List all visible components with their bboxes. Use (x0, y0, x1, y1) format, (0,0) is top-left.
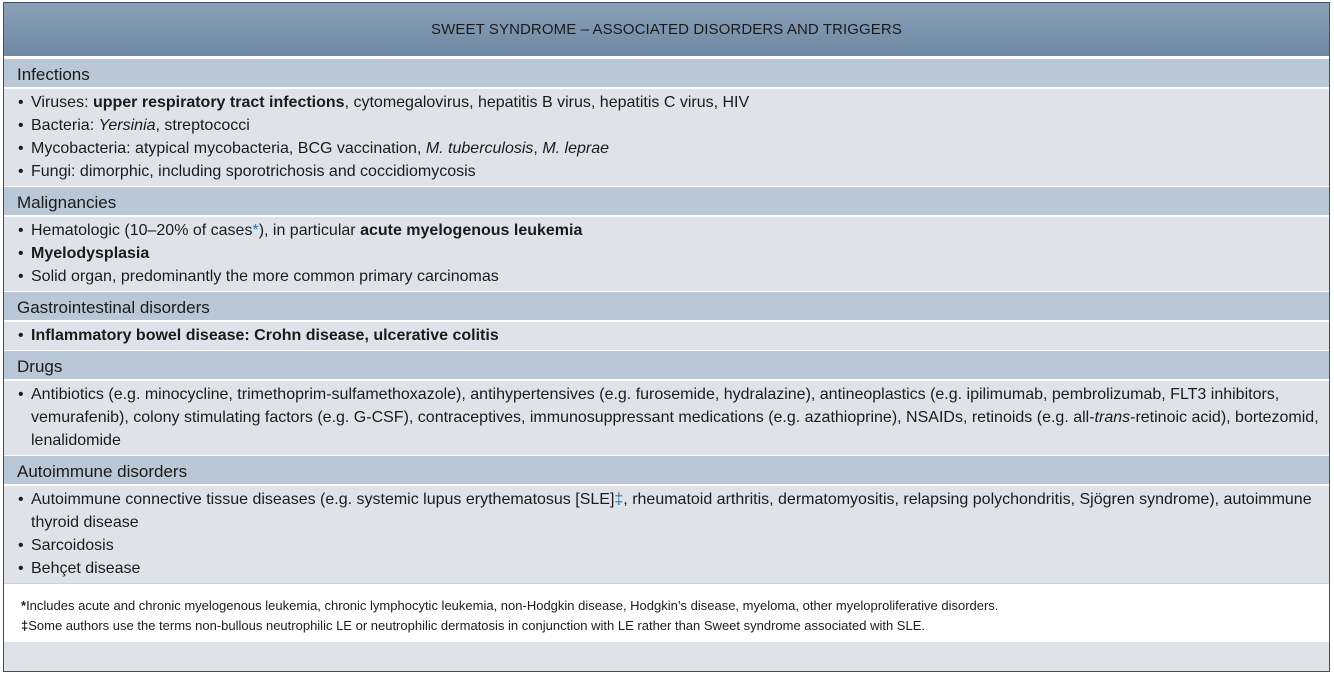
list-item (18, 160, 1323, 183)
table-sections (4, 58, 1329, 583)
list-item (18, 137, 1323, 160)
footnote (21, 596, 1323, 616)
section-body (4, 217, 1329, 291)
item-text: -retinoic acid), bortezomid, lenalidomide (31, 409, 1319, 449)
item-text: Mycobacteria: atypical mycobacteria, BCG vaccination, (31, 140, 426, 157)
item-text: Autoimmune connective tissue diseases (e.g. systemic lupus erythematosus [SLE] (31, 491, 615, 508)
list-item (18, 265, 1323, 288)
item-text: , rheumatoid arthritis, dermatomyositis, relapsing polychondritis, Sjögren syndrome), autoimmune thyroid disease (31, 491, 1312, 531)
section-heading: Autoimmune disorders (4, 455, 1329, 486)
section-heading: Gastrointestinal disorders (4, 291, 1329, 322)
list-item (18, 242, 1323, 265)
footnote-text: Includes acute and chronic myelogenous leukemia, chronic lymphocytic leukemia, non-Hodgkin disease, Hodgkin’s disease, myeloma, other myeloproliferative disorders. (26, 598, 999, 613)
item-text: Hematologic (10–20% of cases (31, 222, 253, 239)
footnote-symbol: * (21, 598, 27, 613)
bold-text: upper respiratory tract infections (92, 94, 345, 111)
footnote-text: Some authors use the terms non-bullous neutrophilic LE or neutrophilic dermatosis in conjunction with LE rather than Sweet syndrome associated with SLE. (28, 618, 925, 633)
item-text: , (533, 140, 543, 157)
section-body (4, 486, 1329, 583)
bold-text: Inflammatory bowel disease: Crohn disease, ulcerative colitis (31, 327, 499, 344)
italic-text: trans (1094, 409, 1131, 426)
item-text: ), in particular (258, 222, 361, 239)
list-item (18, 557, 1323, 580)
item-text: Behçet disease (31, 560, 141, 577)
section-body (4, 381, 1329, 455)
item-text: , streptococci (155, 117, 250, 134)
section-heading: Malignancies (4, 186, 1329, 217)
list-item (18, 91, 1323, 114)
list-item (18, 114, 1323, 137)
italic-text: M. leprae (542, 140, 610, 157)
footnote (21, 616, 1323, 636)
item-text: Bacteria: (31, 117, 99, 134)
list-item (18, 488, 1323, 534)
list-item (18, 534, 1323, 557)
item-text: , cytomegalovirus, hepatitis B virus, hepatitis C virus, HIV (344, 94, 750, 111)
item-text: Sarcoidosis (31, 537, 114, 554)
bold-text: acute myelogenous leukemia (360, 222, 583, 239)
item-text: Antibiotics (e.g. minocycline, trimethoprim-sulfamethoxazole), antihypertensives (e.g. furosemide, hydralazine), antineoplastics (e.g. ipilimumab, pembrolizumab, FLT3 inhibitors, vemurafenib), colony stimulating factors (e.g. G-CSF), contraceptives, immunosuppressant medications (e.g. azathioprine), NSAIDs, retinoids (e.g. all- (31, 386, 1280, 426)
footnotes (4, 583, 1329, 642)
list-item (18, 324, 1323, 347)
table-title: SWEET SYNDROME – ASSOCIATED DISORDERS AND TRIGGERS (4, 3, 1329, 58)
italic-text: M. tuberculosis (425, 140, 534, 157)
section-heading: Infections (4, 58, 1329, 89)
item-text: Viruses: (31, 94, 93, 111)
list-item (18, 383, 1323, 452)
item-text: Solid organ, predominantly the more common primary carcinomas (31, 268, 499, 285)
disorders-table (3, 2, 1330, 672)
section-heading: Drugs (4, 350, 1329, 381)
list-item (18, 219, 1323, 242)
bold-text: Myelodysplasia (31, 245, 150, 262)
footnote-marker: * (252, 222, 259, 239)
footnote-symbol: ‡ (21, 618, 29, 633)
section-body (4, 89, 1329, 186)
section-body (4, 322, 1329, 350)
item-text: Fungi: dimorphic, including sporotrichosis and coccidiomycosis (31, 163, 476, 180)
footnote-marker: ‡ (614, 491, 624, 508)
italic-text: Yersinia (98, 117, 156, 134)
